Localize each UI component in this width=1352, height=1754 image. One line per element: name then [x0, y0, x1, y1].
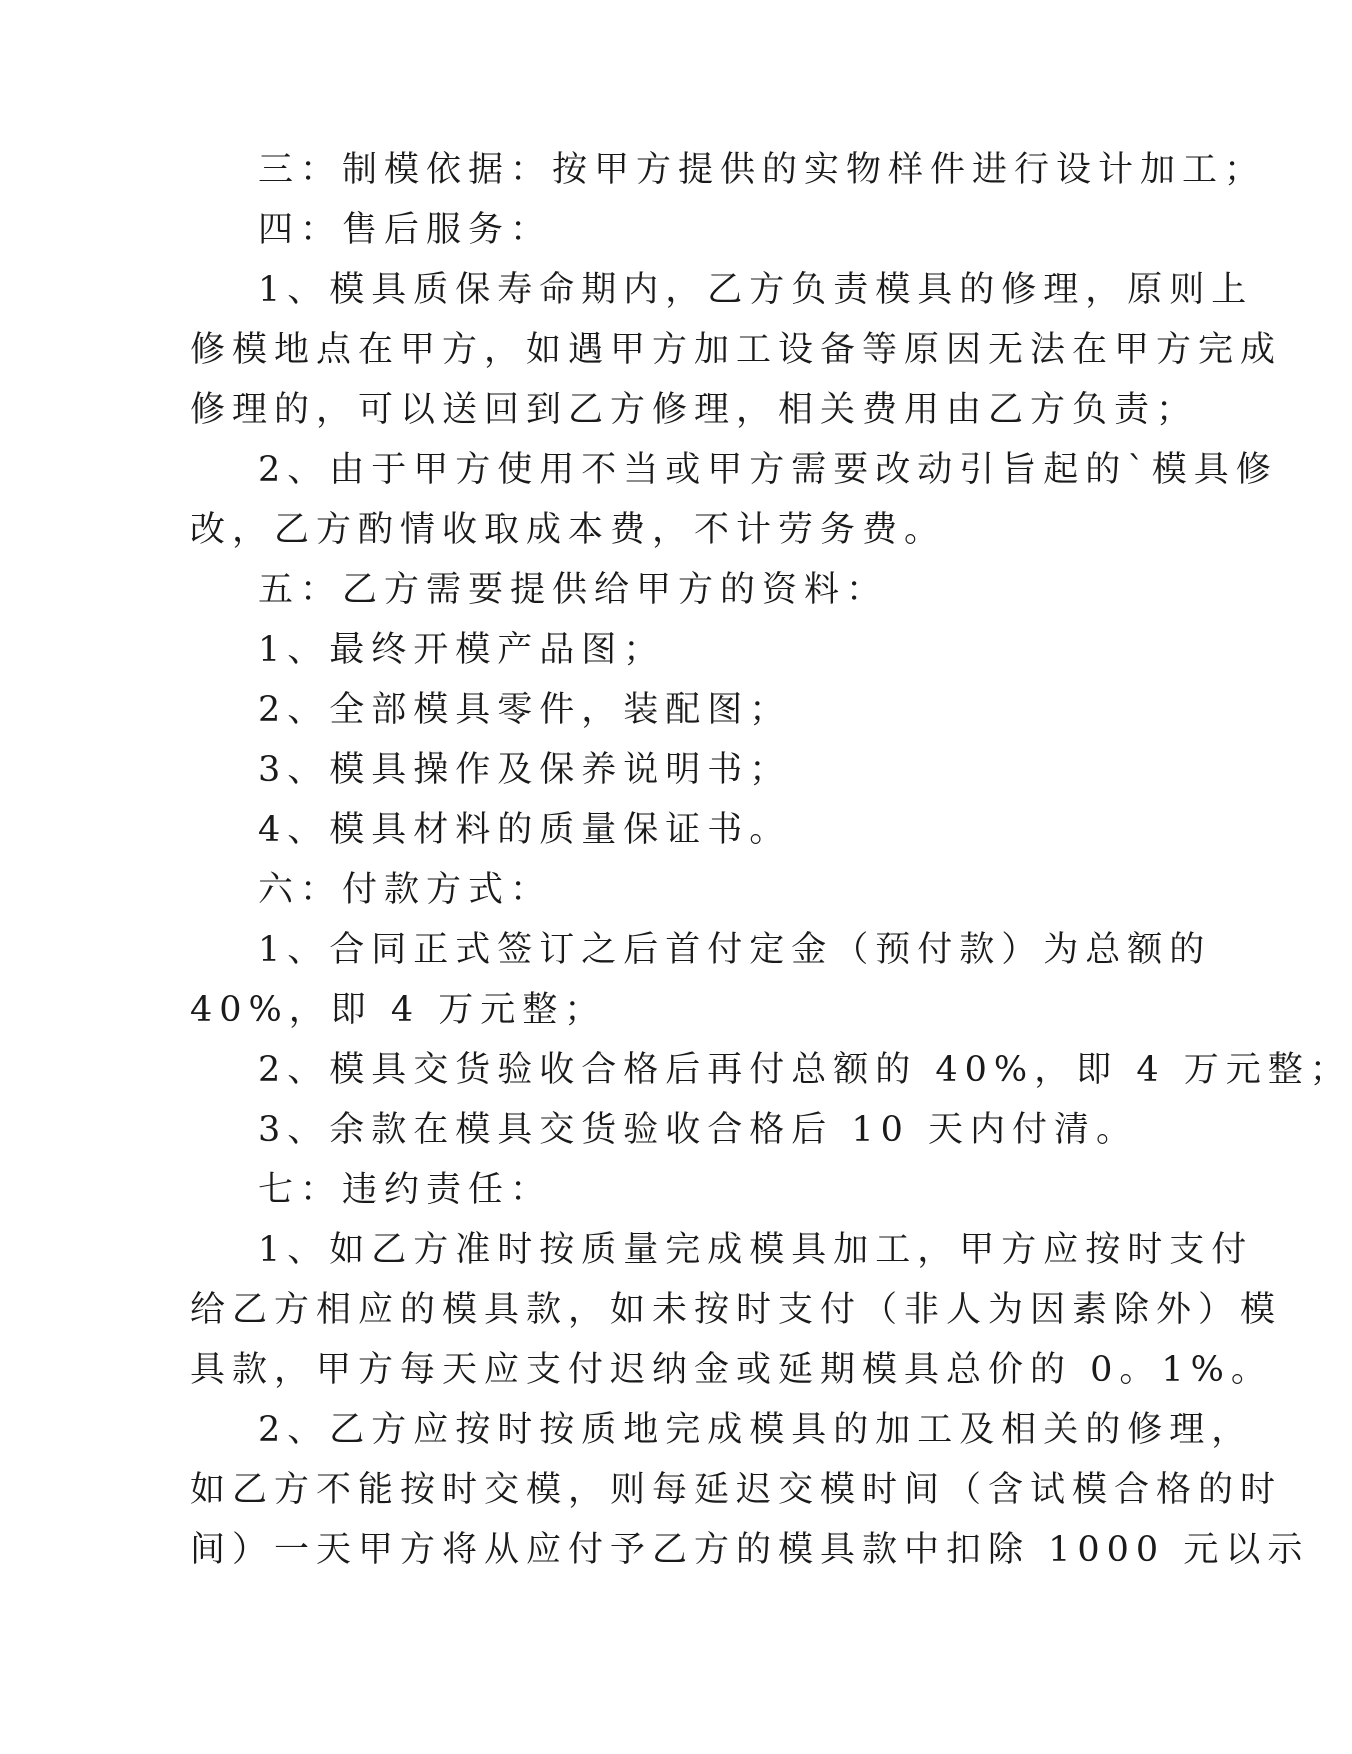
list-item: 1、最终开模产品图； [258, 630, 666, 670]
section-4-heading: 四：售后服务： [258, 210, 553, 250]
section-5-heading: 五：乙方需要提供给甲方的资料： [258, 570, 889, 610]
paragraph-line: 3、余款在模具交货验收合格后 10 天内付清。 [258, 1110, 1139, 1150]
paragraph-line: 2、由于甲方使用不当或甲方需要改动引旨起的`模具修 [258, 450, 1278, 490]
paragraph-line: 2、模具交货验收合格后再付总额的 40%，即 4 万元整； [258, 1050, 1352, 1090]
section-6-heading: 六：付款方式： [258, 870, 553, 910]
paragraph-line: 修理的，可以送回到乙方修理，相关费用由乙方负责； [190, 390, 1199, 430]
paragraph-line: 1、模具质保寿命期内，乙方负责模具的修理，原则上 [258, 270, 1254, 310]
list-item: 2、全部模具零件，装配图； [258, 690, 792, 730]
paragraph-line: 2、乙方应按时按质地完成模具的加工及相关的修理， [258, 1410, 1254, 1450]
paragraph-line: 1、合同正式签订之后首付定金（预付款）为总额的 [258, 930, 1212, 970]
paragraph-line: 1、如乙方准时按质量完成模具加工，甲方应按时支付 [258, 1230, 1254, 1270]
paragraph-line: 40%，即 4 万元整； [190, 990, 607, 1030]
paragraph-line: 如乙方不能按时交模，则每延迟交模时间（含试模合格的时 [190, 1470, 1283, 1510]
section-7-heading: 七：违约责任： [258, 1170, 553, 1210]
list-item: 4、模具材料的质量保证书。 [258, 810, 792, 850]
paragraph-line: 给乙方相应的模具款，如未按时支付（非人为因素除外）模 [190, 1290, 1283, 1330]
paragraph-line: 具款，甲方每天应支付迟纳金或延期模具总价的 0。1%。 [190, 1350, 1273, 1390]
paragraph-line: 间）一天甲方将从应付予乙方的模具款中扣除 1000 元以示 [190, 1530, 1310, 1570]
paragraph-line: 修模地点在甲方，如遇甲方加工设备等原因无法在甲方完成 [190, 330, 1283, 370]
list-item: 3、模具操作及保养说明书； [258, 750, 792, 790]
section-3-heading: 三：制模依据：按甲方提供的实物样件进行设计加工； [258, 150, 1267, 190]
paragraph-line: 改，乙方酌情收取成本费，不计劳务费。 [190, 510, 947, 550]
